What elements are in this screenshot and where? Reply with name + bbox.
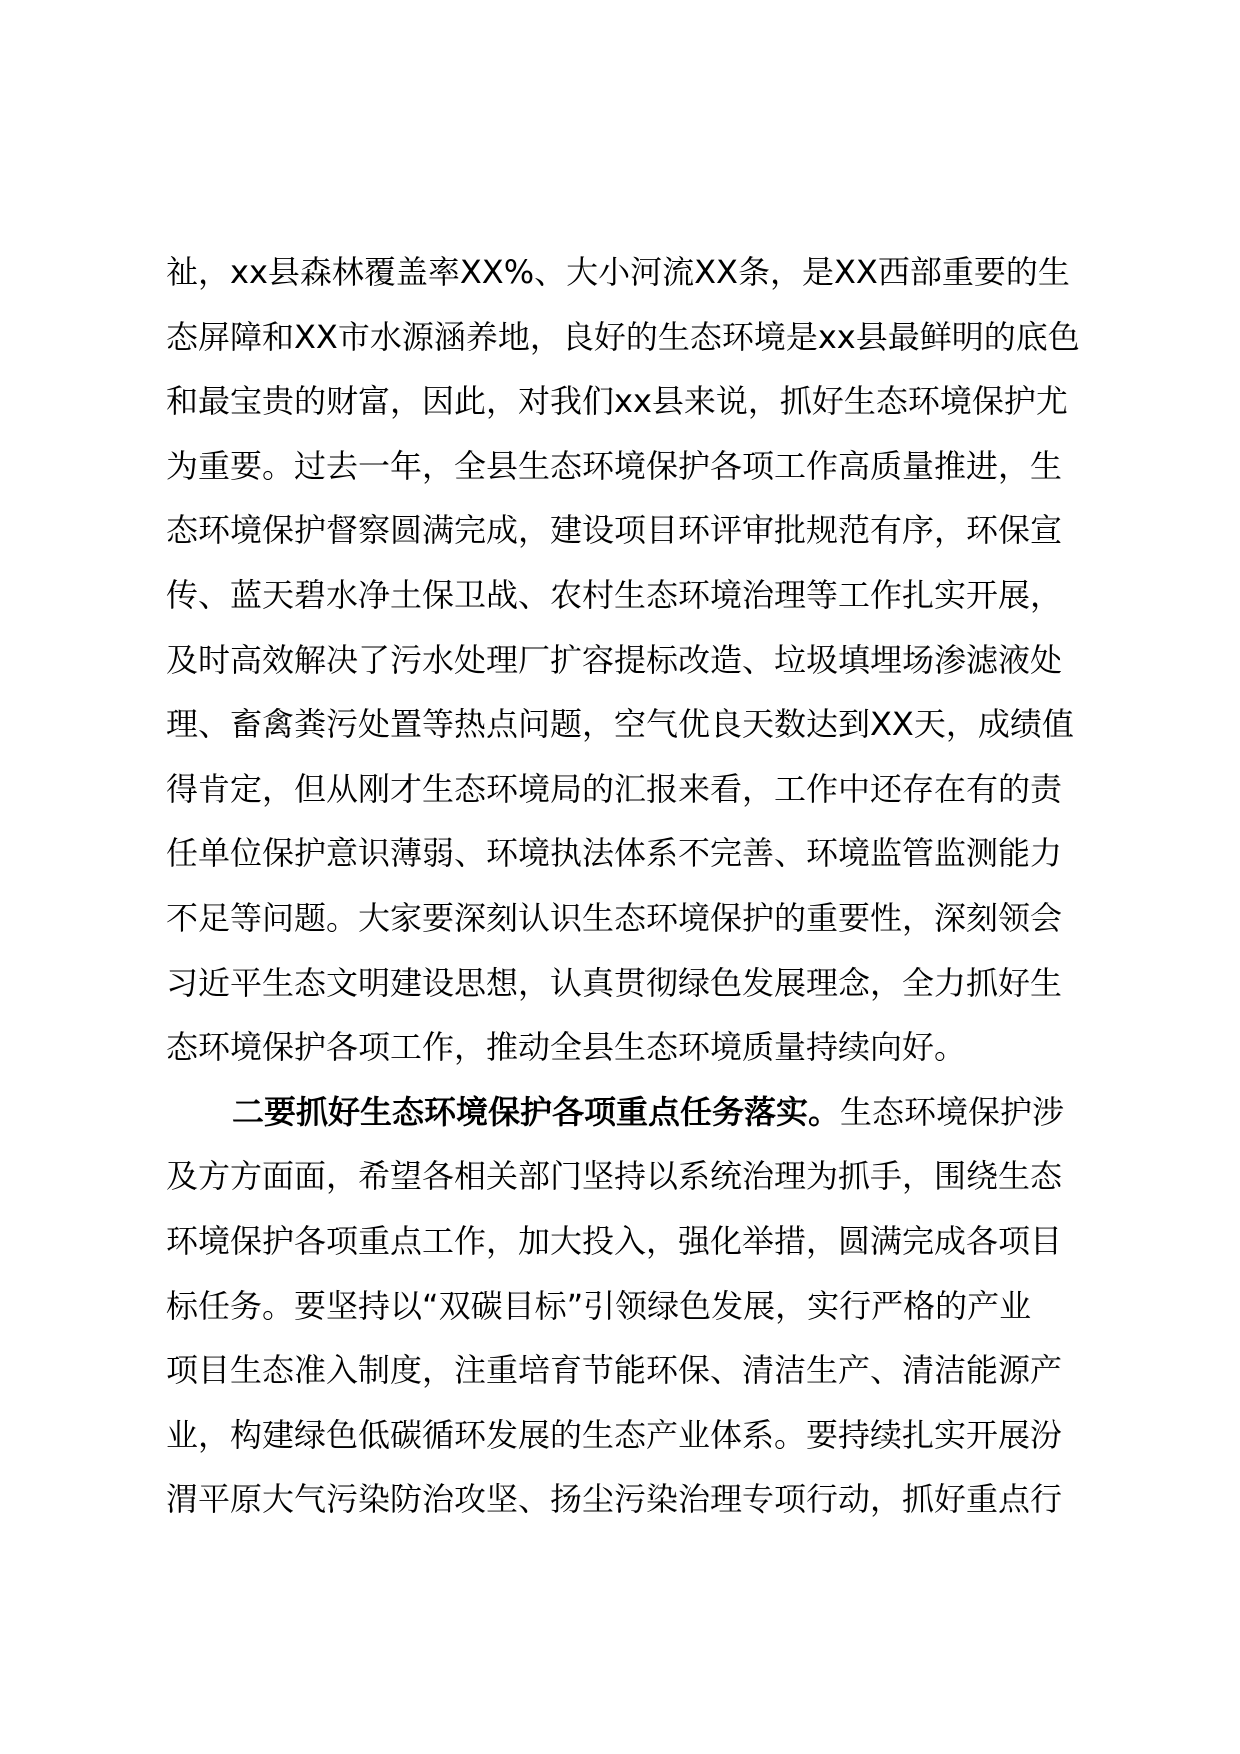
text-line: 传、蓝天碧水净土保卫战、农村生态环境治理等工作扎实开展， <box>166 575 1063 614</box>
body-text <box>166 240 1106 1532</box>
text-line: 态屏障和XX市水源涵养地，良好的生态环境是xx县最鲜明的底色 <box>166 317 1080 356</box>
text-line: 和最宝贵的财富，因此，对我们xx县来说，抓好生态环境保护尤 <box>166 382 1068 421</box>
paragraph-1 <box>166 240 1106 1080</box>
text-line: 及时高效解决了污水处理厂扩容提标改造、垃圾填埋场渗滤液处 <box>166 640 1063 679</box>
text-line: 项目生态准入制度，注重培育节能环保、清洁生产、清洁能源产 <box>166 1351 1063 1390</box>
text-line: 环境保护各项重点工作，加大投入，强化举措，圆满完成各项目 <box>166 1221 1063 1260</box>
text-line: 态环境保护各项工作，推动全县生态环境质量持续向好。 <box>166 1028 967 1067</box>
text-line: 标任务。要坚持以“双碳目标”引领绿色发展，实行严格的产业 <box>166 1286 1032 1325</box>
text-line: 业，构建绿色低碳循环发展的生态产业体系。要持续扎实开展汾 <box>166 1415 1063 1454</box>
text-line: 渭平原大气污染防治攻坚、扬尘污染治理专项行动，抓好重点行 <box>166 1480 1063 1519</box>
text-line: 任单位保护意识薄弱、环境执法体系不完善、环境监管监测能力 <box>166 834 1063 873</box>
section-heading: 二要抓好生态环境保护各项重点任务落实。 <box>232 1092 841 1131</box>
text-line: 习近平生态文明建设思想，认真贯彻绿色发展理念，全力抓好生 <box>166 963 1063 1002</box>
text-line: 祉，xx县森林覆盖率XX%、大小河流XX条，是XX西部重要的生 <box>166 253 1070 291</box>
paragraph-2 <box>166 1080 1106 1532</box>
text-line: 为重要。过去一年，全县生态环境保护各项工作高质量推进，生 <box>166 446 1063 485</box>
text-line: 得肯定，但从刚才生态环境局的汇报来看，工作中还存在有的责 <box>166 769 1063 808</box>
text-run: 生态环境保护涉 <box>840 1092 1065 1131</box>
text-line: 不足等问题。大家要深刻认识生态环境保护的重要性，深刻领会 <box>166 898 1063 937</box>
text-line: 理、畜禽粪污处置等热点问题，空气优良天数达到XX天，成绩值 <box>166 705 1074 744</box>
text-line: 及方方面面，希望各相关部门坚持以系统治理为抓手，围绕生态 <box>166 1157 1063 1196</box>
text-line: 态环境保护督察圆满完成，建设项目环评审批规范有序，环保宣 <box>166 511 1063 550</box>
paragraph-first-line <box>166 1080 1106 1145</box>
